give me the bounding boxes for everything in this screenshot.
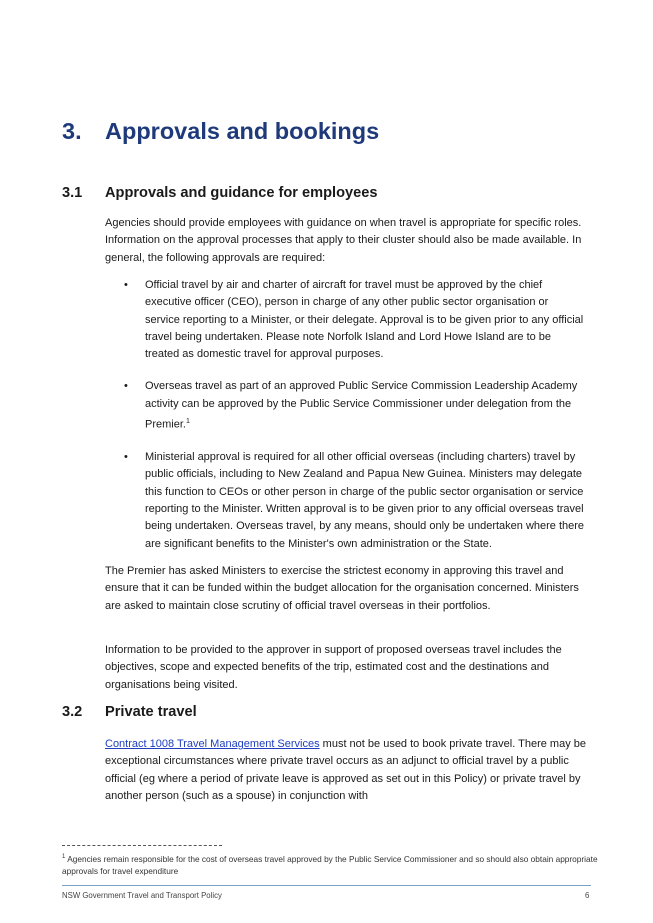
contract-link[interactable]: Contract 1008 Travel Management Services (105, 738, 320, 750)
list-item-text: Overseas travel as part of an approved Public Service Commission Leadership Academy activity can be approved by the Public Service Commissioner under delegation from the Premier. (145, 380, 578, 431)
chapter-heading (62, 118, 622, 145)
section-title: Approvals and guidance for employees (105, 185, 378, 201)
footer-document-title: NSW Government Travel and Transport Policy (62, 891, 222, 900)
footnote-reference[interactable]: 1 (185, 418, 190, 426)
approval-requirements-list (105, 277, 585, 568)
list-item-text: Official travel by air and charter of aircraft for travel must be approved by the chief executive officer (CEO), person in charge of any other public sector organisation or service reporting to a Minister, or their delegate. Approval is to be given prior to any official travel being undertaken. Please note Norfolk Island and Lord Howe Island are to be treated as domestic travel for approval purposes. (145, 279, 584, 361)
private-travel-text: must not be used to book private travel. There may be exceptional circumstances where private travel occurs as an adjunct to official travel by a public official (eg where a period of private leave is approved as set out in this Policy) or private travel by another person (such as a spouse) in conjunction with (105, 738, 586, 802)
section-title: Private travel (105, 704, 197, 720)
bullet-icon: • (124, 380, 128, 393)
section-heading-approvals (62, 185, 622, 201)
list-item (105, 277, 585, 363)
chapter-number: 3. (62, 118, 82, 144)
section-heading-private-travel (62, 704, 622, 720)
page-number: 6 (585, 891, 590, 900)
intro-paragraph: Agencies should provide employees with guidance on when travel is appropriate for specific roles. Information on the approval processes that apply to their cluster should also be made available. In general, the following approvals are required: (105, 217, 582, 264)
footnote-separator (62, 845, 222, 846)
list-item (105, 378, 585, 434)
list-item-text: Ministerial approval is required for all other official overseas (including charters) travel by public officials, including to New Zealand and Papua New Guinea. Ministers may delegate this function to CEOs or other person in charge of the public sector organisation or service reporting to the Minister. Written approval is to be given prior to any official overseas travel being undertaken. Overseas travel, by any means, should only be undertaken where there are significant benefits to the Minister's own administration or the State. (145, 451, 585, 550)
list-item (105, 449, 585, 553)
bullet-icon: • (124, 451, 128, 464)
information-paragraph: Information to be provided to the approver in support of proposed overseas travel includes the objectives, scope and expected benefits of the trip, estimated cost and the destinations and organisations being visited. (105, 644, 562, 691)
footnote-text: Agencies remain responsible for the cost of overseas travel approved by the Public Service Commissioner and so should also obtain appropriate approvals for travel expenditure (62, 853, 598, 876)
private-travel-paragraph (105, 736, 595, 805)
section-number: 3.1 (62, 185, 83, 201)
bullet-icon: • (124, 279, 128, 291)
footer-rule (62, 885, 591, 886)
footnote (62, 851, 602, 877)
chapter-title: Approvals and bookings (105, 118, 380, 144)
premier-paragraph: The Premier has asked Ministers to exercise the strictest economy in approving this travel and ensure that it can be funded within the budget allocation for the organisation concerned. Ministers are asked to maintain close scrutiny of official travel overseas in their portfolios. (105, 565, 579, 612)
footnote-marker: 1 (62, 854, 66, 860)
section-number: 3.2 (62, 704, 83, 720)
